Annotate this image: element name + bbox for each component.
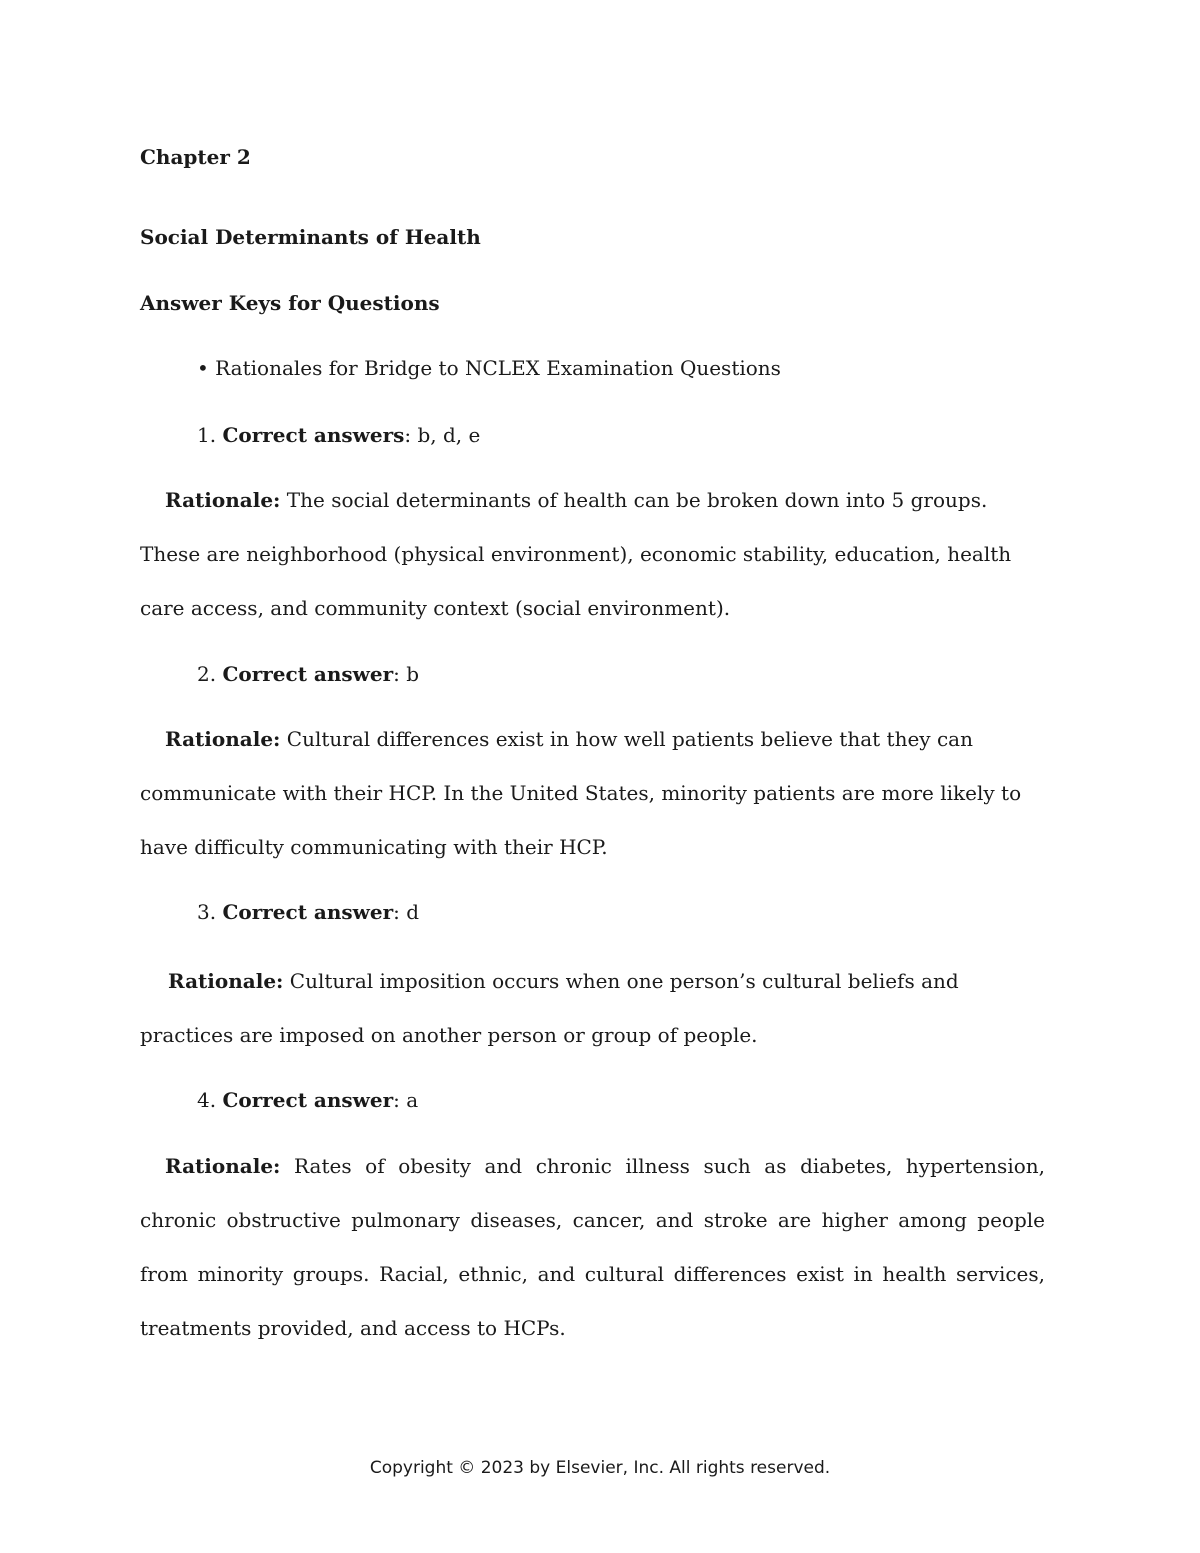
rationale-paragraph-4 (140, 1139, 1045, 1355)
copyright-footer: Copyright © 2023 by Elsevier, Inc. All rights reserved. (369, 1458, 831, 1478)
answer-line-2 (197, 662, 419, 686)
answer-label: Correct answer (222, 1088, 394, 1112)
chapter-title: Social Determinants of Health (140, 225, 481, 249)
rationale-paragraph-1 (140, 473, 1045, 635)
rationale-text: Rates of obesity and chronic illness such as diabetes, hypertension, chronic obstructive pulmonary diseases, cancer, and stroke are higher among people from minority groups. Racial, ethnic, and cultural differences exist in health services, treatments provided, and access to HCPs. (140, 1154, 1045, 1340)
answer-number: 4. (197, 1088, 217, 1112)
answer-label: Correct answer (222, 662, 394, 686)
section-heading: Answer Keys for Questions (140, 291, 440, 315)
answer-value: : a (393, 1088, 419, 1112)
rationale-label: Rationale: (165, 488, 281, 512)
rationale-label: Rationale: (165, 727, 281, 751)
answer-value: : d (393, 900, 420, 924)
answer-value: : b, d, e (404, 423, 481, 447)
answer-label: Correct answers (222, 423, 405, 447)
chapter-heading: Chapter 2 (140, 145, 251, 169)
answer-line-3 (197, 900, 419, 924)
answer-line-4 (197, 1088, 418, 1112)
answer-value: : b (393, 662, 420, 686)
rationale-text: Cultural differences exist in how well patients believe that they can communicate with their HCP. In the United States, minority patients are more likely to have difficulty communicating with their HCP. (140, 727, 1022, 859)
rationale-text: The social determinants of health can be broken down into 5 groups. These are neighborhood (physical environment), economic stability, education, health care access, and community context (social environment). (140, 488, 1012, 620)
rationale-text: Cultural imposition occurs when one person’s cultural beliefs and practices are imposed on another person or group of people. (140, 969, 959, 1047)
rationale-label: Rationale: (165, 1154, 281, 1178)
rationale-paragraph-3 (140, 954, 1045, 1062)
answer-number: 1. (197, 423, 217, 447)
answer-label: Correct answer (222, 900, 394, 924)
rationale-paragraph-2 (140, 712, 1045, 874)
answer-number: 2. (197, 662, 217, 686)
rationale-label: Rationale: (168, 969, 284, 993)
answer-line-1 (197, 423, 480, 447)
answer-number: 3. (197, 900, 217, 924)
bullet-item: • Rationales for Bridge to NCLEX Examination Questions (197, 356, 781, 380)
